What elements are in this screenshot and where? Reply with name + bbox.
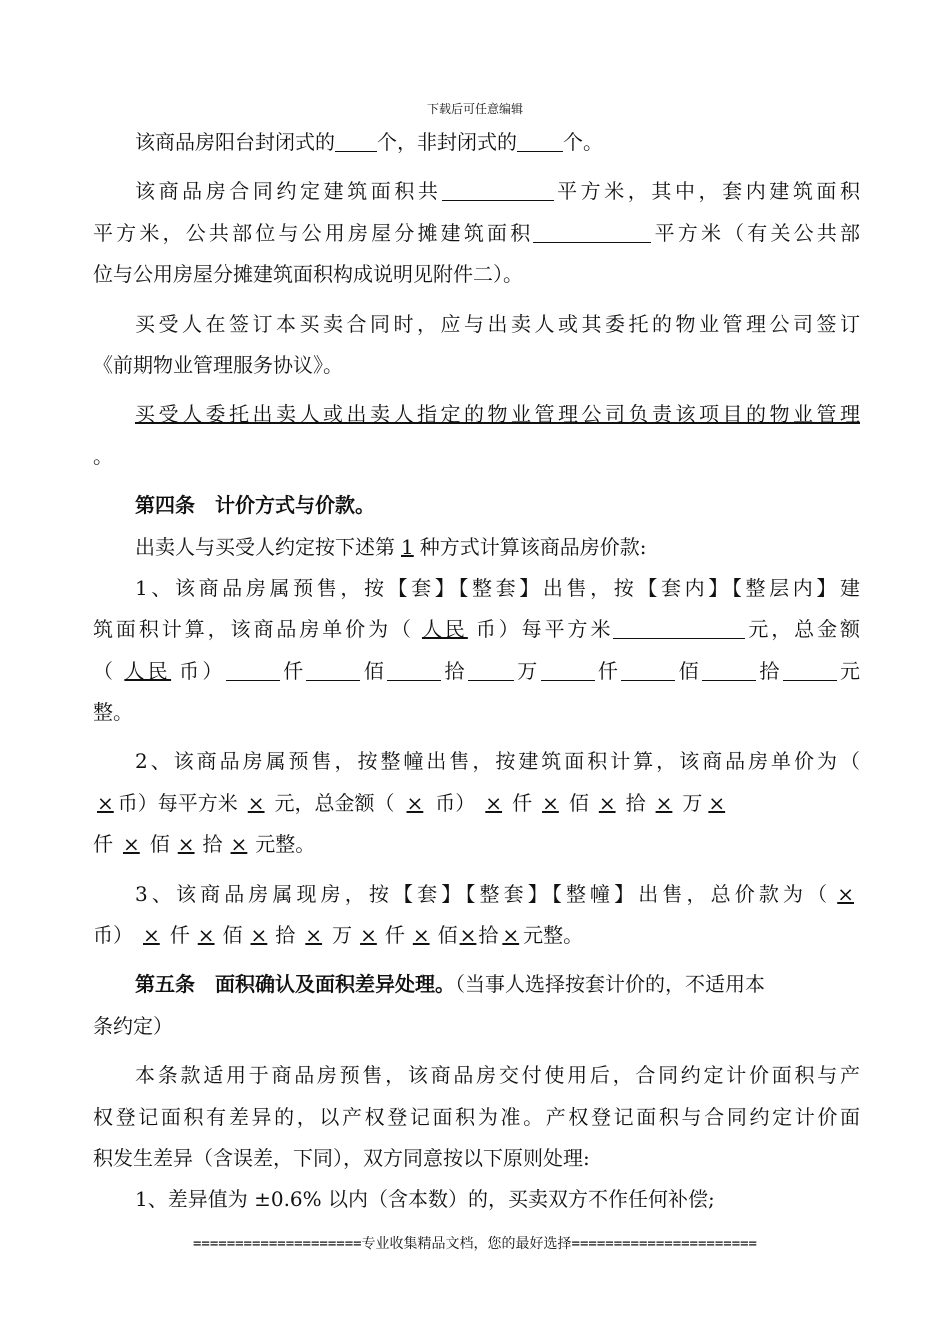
method-1-line-1: 1、该商品房属预售，按【套】【整套】出售，按【套内】【整层内】建 (135, 575, 860, 600)
page-footer: ====================专业收集精品文档，您的最好选择====================== (192, 1236, 757, 1252)
article-4-intro: 出卖人与买受人约定按下述第 1 种方式计算该商品房价款: (135, 534, 647, 559)
pm-entrust-end: 。 (93, 443, 113, 468)
article-5-para-3: 积发生差异（含误差，下同），双方同意按以下原则处理: (93, 1145, 590, 1170)
blank-amount[interactable] (468, 658, 514, 681)
blank-amount[interactable] (783, 658, 837, 681)
method-2-line-3: 仟 × 佰 × 拾 × 元整。 (93, 832, 316, 857)
method-1-line-4: 整。 (93, 700, 133, 725)
article-5-note-end: 条约定） (93, 1013, 173, 1038)
article-4-title: 第四条 计价方式与价款。 (135, 493, 375, 518)
blank-open-count[interactable] (517, 129, 563, 152)
method-3-line-2: 币） × 仟 × 佰 × 拾 × 万 × 仟 × 佰 × 拾 × 元整。 (93, 923, 584, 948)
area-line-3: 位与公用房屋分摊建筑面积构成说明见附件二）。 (93, 262, 523, 287)
blank-building-area[interactable] (442, 178, 554, 201)
pm-line-1: 买受人在签订本买卖合同时，应与出卖人或其委托的物业管理公司签订 (135, 311, 860, 336)
method-number: 1 (401, 534, 414, 559)
method-1-line-3: （ 人民 币） 仟 佰 拾 万 仟 佰 拾 元 (93, 658, 860, 683)
blank-closed-count[interactable] (335, 129, 377, 152)
currency-value: 人民 (421, 617, 468, 642)
article-5-title: 第五条 面积确认及面积差异处理。（当事人选择按套计价的，不适用本 (135, 972, 765, 997)
method-2-line-2: × 币）每平方米 × 元，总金额（ × 币） × 仟 × 佰 × 拾 × 万 × (97, 790, 726, 815)
area-line-1: 该商品房合同约定建筑面积共 平方米，其中，套内建筑面积 (135, 179, 860, 204)
article-5-para-1: 本条款适用于商品房预售，该商品房交付使用后，合同约定计价面积与产 (135, 1063, 860, 1088)
blank-amount[interactable] (387, 658, 441, 681)
page-header: 下载后可任意编辑 (426, 102, 523, 116)
blank-amount[interactable] (226, 658, 280, 681)
article-5-para-2: 权登记面积有差异的，以产权登记面积为准。产权登记面积与合同约定计价面 (93, 1104, 860, 1129)
pm-line-2: 《前期物业管理服务协议》。 (93, 352, 343, 377)
blank-amount[interactable] (702, 658, 756, 681)
balcony-line: 该商品房阳台封闭式的 个，非封闭式的 个。 (135, 130, 603, 154)
blank-unit-price[interactable] (613, 616, 745, 639)
area-line-2: 平方米，公共部位与公用房屋分摊建筑面积 平方米（有关公共部 (93, 220, 860, 245)
method-2-line-1: 2、该商品房属预售，按整幢出售，按建筑面积计算，该商品房单价为（ (135, 749, 860, 774)
blank-amount[interactable] (621, 658, 675, 681)
pm-entrust-line: 买受人委托出卖人或出卖人指定的物业管理公司负责该项目的物业管理 (135, 402, 860, 427)
blank-amount[interactable] (541, 658, 595, 681)
blank-shared-area[interactable] (533, 220, 651, 243)
article-5-para-4: 1、差异值为 ±0.6% 以内（含本数）的，买卖双方不作任何补偿; (135, 1187, 715, 1212)
blank-amount[interactable] (306, 658, 360, 681)
method-1-line-2: 筑面积计算，该商品房单价为（ 人民 币）每平方米 元，总金额 (93, 617, 860, 642)
method-3-line-1: 3、该商品房属现房，按【套】【整套】【整幢】出售，总价款为（ × (135, 881, 854, 906)
contract-body (93, 122, 860, 1221)
